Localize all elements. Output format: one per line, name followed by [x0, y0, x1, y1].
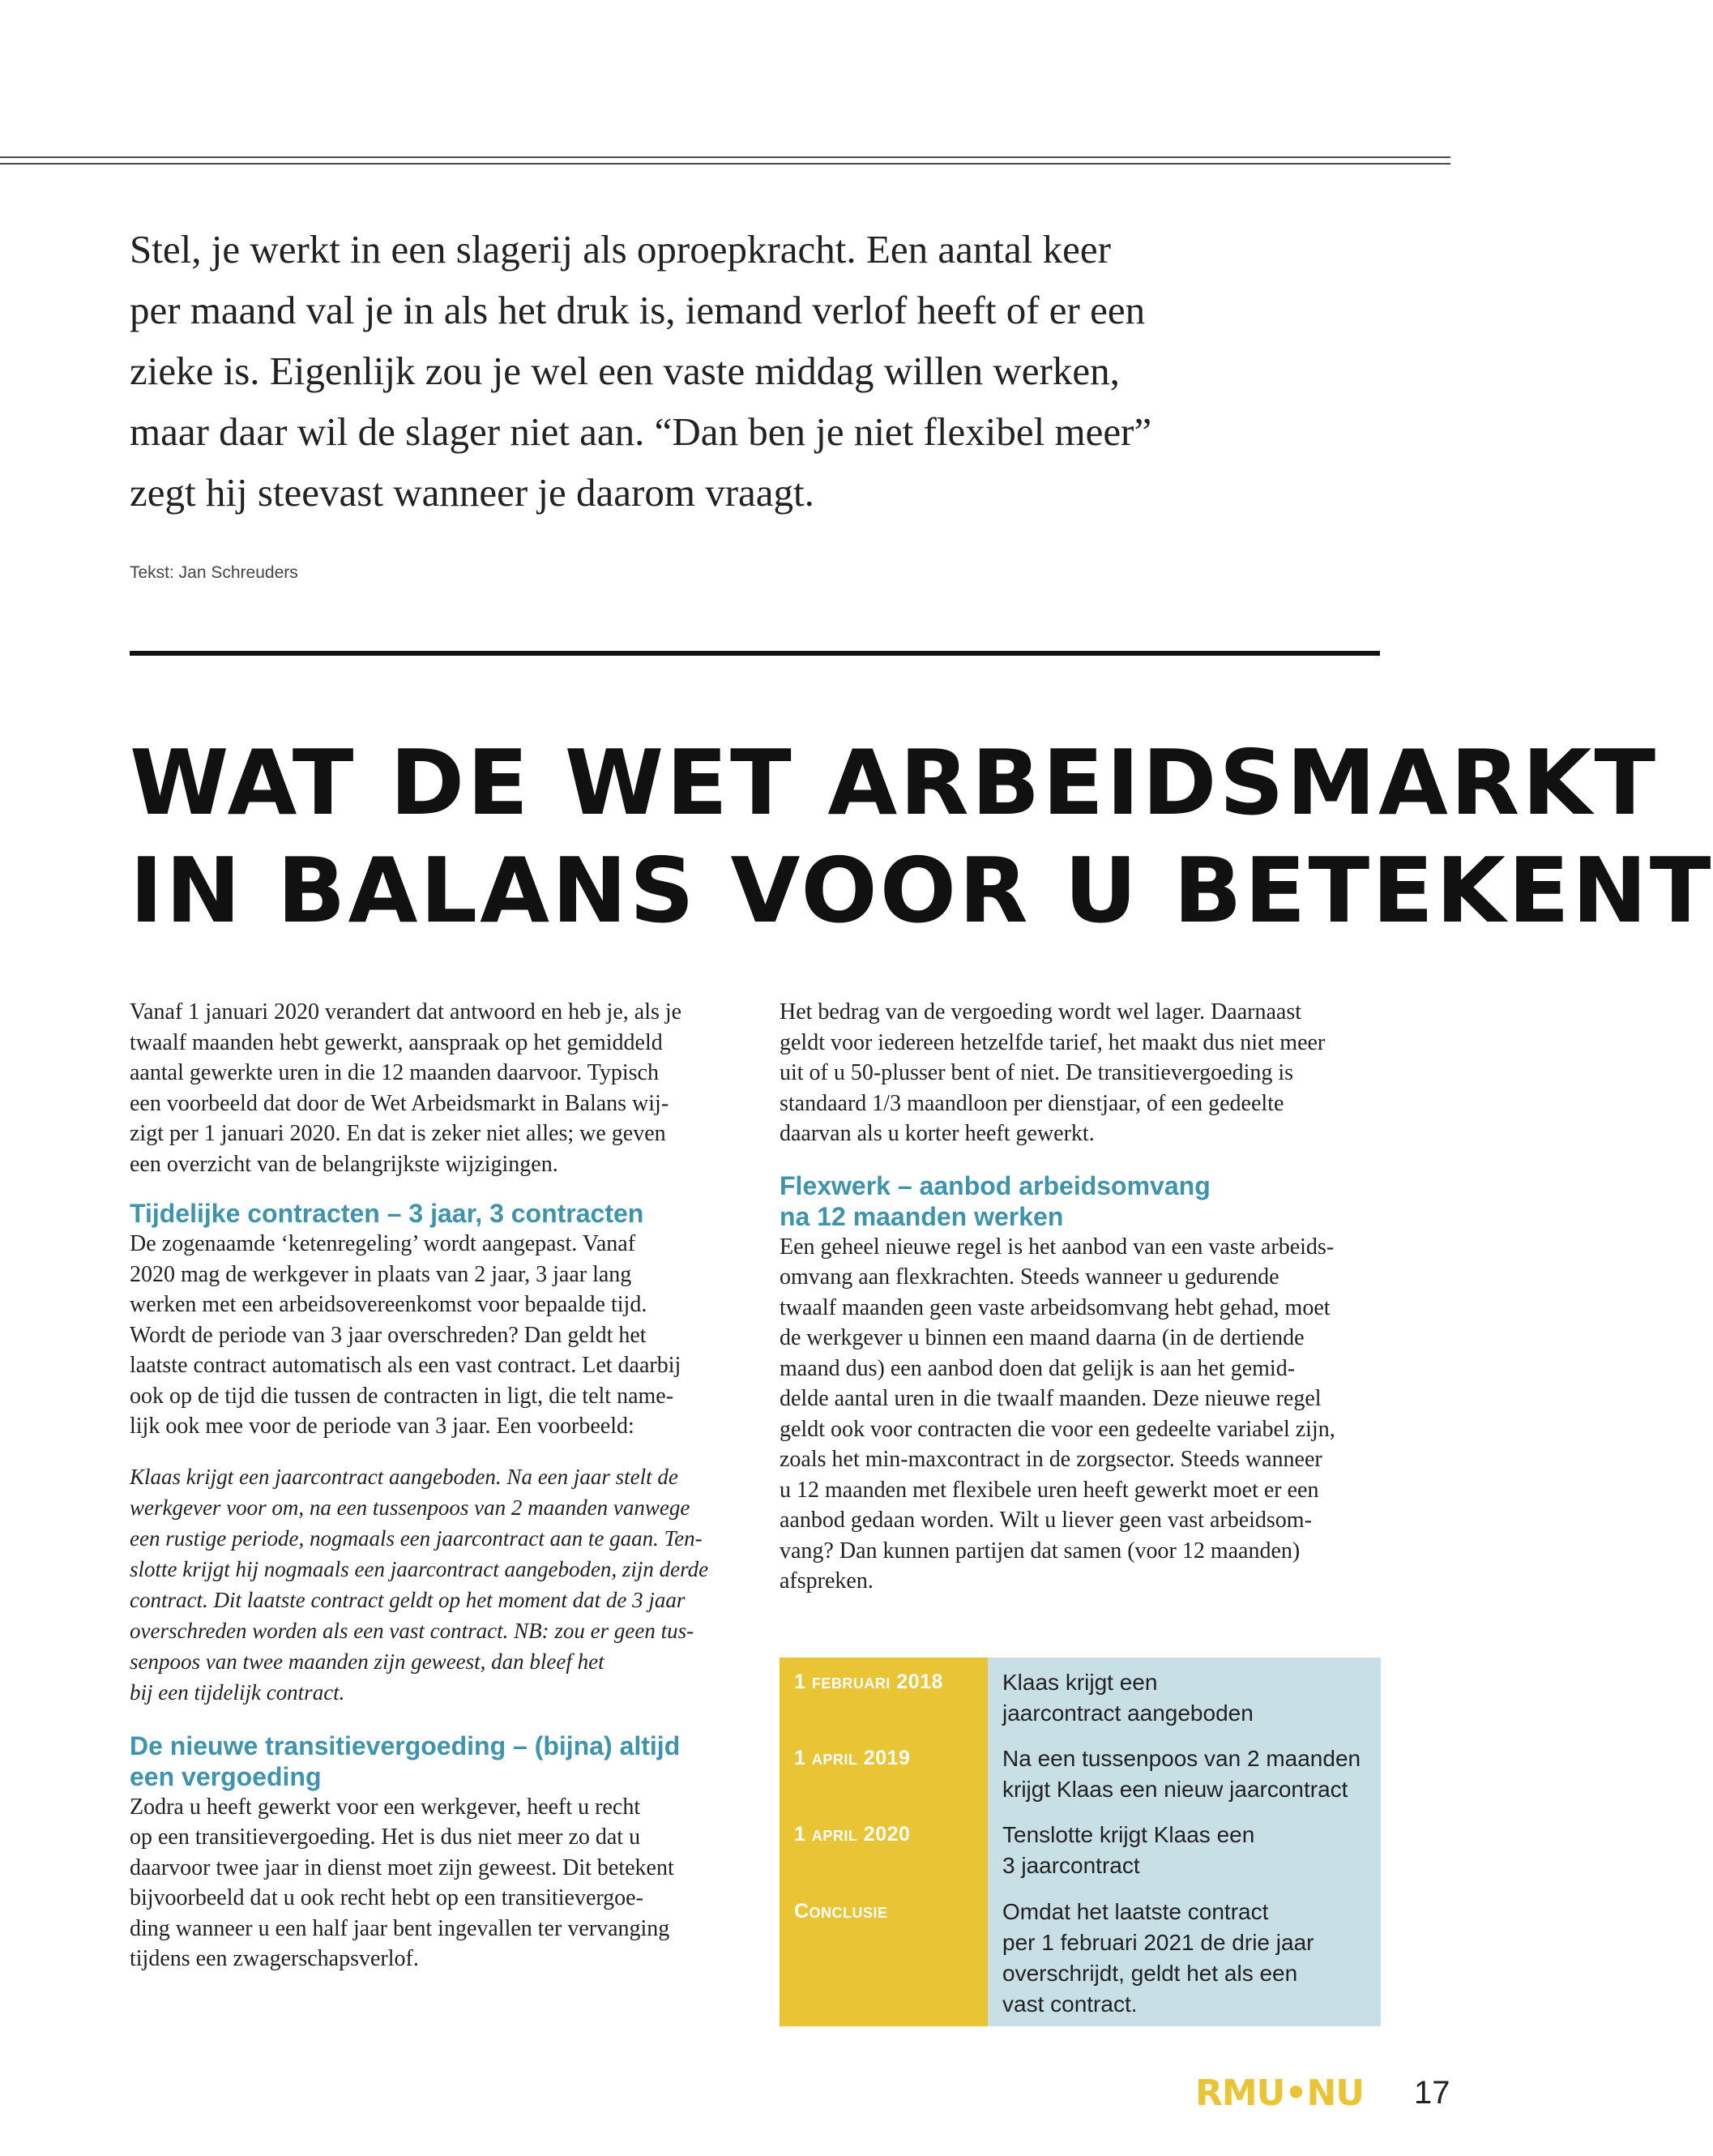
body-line: twaalf maanden hebt gewerkt, aanspraak op het gemiddeld — [130, 1029, 663, 1055]
body-line: delde aantal uren in die twaalf maanden. Deze nieuwe regel — [780, 1386, 1322, 1411]
timeline-text-line: 3 jaarcontract — [1002, 1853, 1140, 1878]
timeline-text-line: per 1 februari 2021 de drie jaar — [1002, 1930, 1314, 1955]
section-heading-flex-work — [780, 1170, 1381, 1232]
transition-fee-continued — [780, 997, 1381, 1149]
rmu-nu-logo: RMU•NU — [1195, 2073, 1365, 2114]
body-line: een overzicht van de belangrijkste wijzigingen. — [130, 1151, 558, 1177]
right-column — [780, 997, 1381, 1597]
timeline-row — [780, 1667, 1381, 1732]
timeline-date: 1 april 2020 — [794, 1823, 911, 1846]
body-line: omvang aan flexkrachten. Steeds wanneer u gedurende — [780, 1264, 1279, 1290]
timeline-text-line: overschrijdt, geldt het als een — [1002, 1961, 1298, 1986]
page-number: 17 — [1414, 2075, 1450, 2111]
timeline-box — [780, 1658, 1381, 2026]
timeline-text-line: Klaas krijgt een — [1002, 1670, 1158, 1695]
body-line: vang? Dan kunnen partijen dat samen (voor 12 maanden) — [780, 1538, 1301, 1564]
page-title — [130, 729, 1713, 945]
body-line: ook op de tijd die tussen de contracten in ligt, die telt name- — [130, 1383, 674, 1409]
example-line: slotte krijgt hij nogmaals een jaarcontract aangeboden, zijn derde — [130, 1556, 709, 1581]
body-line: Wordt de periode van 3 jaar overschreden? Dan geldt het — [130, 1322, 647, 1348]
title-line-2: IN BALANS VOOR U BETEKENT — [130, 839, 1713, 943]
body-line: twaalf maanden geen vaste arbeidsomvang hebt gehad, moet — [780, 1294, 1331, 1320]
section-body-transition-fee — [130, 1792, 729, 1974]
timeline-text-line: krijgt Klaas een nieuw jaarcontract — [1002, 1777, 1348, 1802]
body-line: daarvoor twee jaar in dienst moet zijn geweest. Dit betekent — [130, 1854, 674, 1880]
timeline-row-conclusion — [780, 1897, 1381, 2022]
body-line: maand dus) een aanbod doen dat gelijk is aan het gemid- — [780, 1355, 1296, 1381]
body-line: werken met een arbeidsovereenkomst voor bepaalde tijd. — [130, 1292, 647, 1317]
timeline-row — [780, 1820, 1381, 1884]
example-line: werkgever voor om, na een tussenpoos van 2 maanden vanwege — [130, 1495, 690, 1520]
author-credit: Tekst: Jan Schreuders — [130, 563, 298, 582]
example-line: overschreden worden als een vast contract. NB: zou er geen tus- — [130, 1618, 694, 1643]
body-line: ding wanneer u een half jaar bent ingevallen ter vervanging — [130, 1915, 670, 1941]
body-line: tijdens een zwagerschapsverlof. — [130, 1946, 419, 1971]
timeline-text-line: jaarcontract aangeboden — [1002, 1700, 1254, 1726]
example-line: Klaas krijgt een jaarcontract aangeboden. Na een jaar stelt de — [130, 1464, 678, 1489]
intro-line: zegt hij steevast wanneer je daarom vraagt. — [130, 470, 814, 515]
body-line: uit of u 50-plusser bent of niet. De transitievergoeding is — [780, 1060, 1294, 1085]
top-rule-lower — [0, 163, 1450, 165]
timeline-date: Conclusie — [794, 1900, 888, 1923]
heading-line: Flexwerk – aanbod arbeidsomvang — [780, 1170, 1211, 1200]
body-line: afspreken. — [780, 1568, 874, 1593]
intro-line: maar daar wil de slager niet aan. “Dan ben je niet flexibel meer” — [130, 409, 1152, 454]
timeline-text-line: Na een tussenpoos van 2 maanden — [1002, 1746, 1361, 1771]
timeline-text-line: Omdat het laatste contract — [1002, 1899, 1269, 1924]
section-heading-temporary-contracts: Tijdelijke contracten – 3 jaar, 3 contracten — [130, 1199, 644, 1228]
title-line-1: WAT DE WET ARBEIDSMARKT — [130, 731, 1659, 836]
body-line: aantal gewerkte uren in die 12 maanden daarvoor. Typisch — [130, 1060, 659, 1085]
heading-line: een vergoeding — [130, 1761, 322, 1791]
timeline-date: 1 februari 2018 — [794, 1670, 943, 1693]
body-line: de werkgever u binnen een maand daarna (in de dertiende — [780, 1325, 1305, 1350]
intro-line: Stel, je werkt in een slagerij als oproepkracht. Een aantal keer — [130, 227, 1111, 272]
body-line: 2020 mag de werkgever in plaats van 2 jaar, 3 jaar lang — [130, 1261, 632, 1287]
section-divider — [130, 651, 1380, 656]
body-line: lijk ook mee voor de periode van 3 jaar. Een voorbeeld: — [130, 1414, 634, 1439]
top-rule-upper — [0, 156, 1450, 158]
body-line: Vanaf 1 januari 2020 verandert dat antwoord en heb je, als je — [130, 999, 682, 1025]
body-line: aanbod gedaan worden. Wilt u liever geen vast arbeidsom- — [780, 1508, 1312, 1533]
timeline-date: 1 april 2019 — [794, 1747, 911, 1769]
body-line: Zodra u heeft gewerkt voor een werkgever, heeft u recht — [130, 1794, 641, 1820]
body-line: geldt ook voor contracten die voor een gedeelte variabel zijn, — [780, 1416, 1335, 1442]
body-line: op een transitievergoeding. Het is dus niet meer zo dat u — [130, 1824, 641, 1850]
body-line: bijvoorbeeld dat u ook recht hebt op een transitievergoe- — [130, 1885, 643, 1910]
example-paragraph — [130, 1461, 729, 1708]
timeline-text — [1002, 1820, 1367, 1881]
body-line: De zogenaamde ‘ketenregeling’ wordt aangepast. Vanaf — [130, 1231, 636, 1256]
intro-body — [130, 997, 729, 1179]
heading-line: na 12 maanden werken — [780, 1201, 1064, 1231]
body-line: Een geheel nieuwe regel is het aanbod van een vaste arbeids- — [780, 1234, 1335, 1260]
timeline-text — [1002, 1897, 1367, 2020]
body-line: daarvan als u korter heeft gewerkt. — [780, 1121, 1095, 1146]
left-column — [130, 997, 729, 1974]
timeline-text — [1002, 1667, 1367, 1729]
intro-line: per maand val je in als het druk is, iemand verlof heeft of er een — [130, 288, 1146, 332]
example-line: een rustige periode, nogmaals een jaarcontract aan te gaan. Ten- — [130, 1525, 703, 1551]
body-line: zigt per 1 januari 2020. En dat is zeker niet alles; we geven — [130, 1121, 666, 1146]
example-line: bij een tijdelijk contract. — [130, 1679, 345, 1705]
body-line: zoals het min-maxcontract in de zorgsector. Steeds wanneer — [780, 1447, 1322, 1472]
timeline-text-line: Tenslotte krijgt Klaas een — [1002, 1822, 1255, 1847]
timeline-row — [780, 1743, 1381, 1808]
section-heading-transition-fee — [130, 1730, 729, 1792]
body-line: laatste contract automatisch als een vast contract. Let daarbij — [130, 1353, 681, 1378]
body-line: geldt voor iedereen hetzelfde tarief, het maakt dus niet meer — [780, 1029, 1326, 1055]
body-line: u 12 maanden met flexibele uren heeft gewerkt moet er een — [780, 1477, 1319, 1503]
section-body-flex-work — [780, 1232, 1381, 1597]
intro-paragraph — [130, 219, 1207, 523]
body-line: standaard 1/3 maandloon per dienstjaar, of een gedeelte — [780, 1090, 1284, 1116]
example-line: senpoos van twee maanden zijn geweest, dan bleef het — [130, 1649, 604, 1674]
example-line: contract. Dit laatste contract geldt op het moment dat de 3 jaar — [130, 1587, 686, 1612]
intro-line: zieke is. Eigenlijk zou je wel een vaste middag willen werken, — [130, 349, 1120, 393]
section-body-temporary-contracts — [130, 1229, 729, 1442]
body-line: een voorbeeld dat door de Wet Arbeidsmarkt in Balans wij- — [130, 1090, 669, 1116]
body-line: Het bedrag van de vergoeding wordt wel lager. Daarnaast — [780, 999, 1302, 1025]
timeline-text — [1002, 1743, 1367, 1805]
timeline-text-line: vast contract. — [1002, 1991, 1138, 2017]
heading-line: De nieuwe transitievergoeding – (bijna) altijd — [130, 1730, 681, 1760]
